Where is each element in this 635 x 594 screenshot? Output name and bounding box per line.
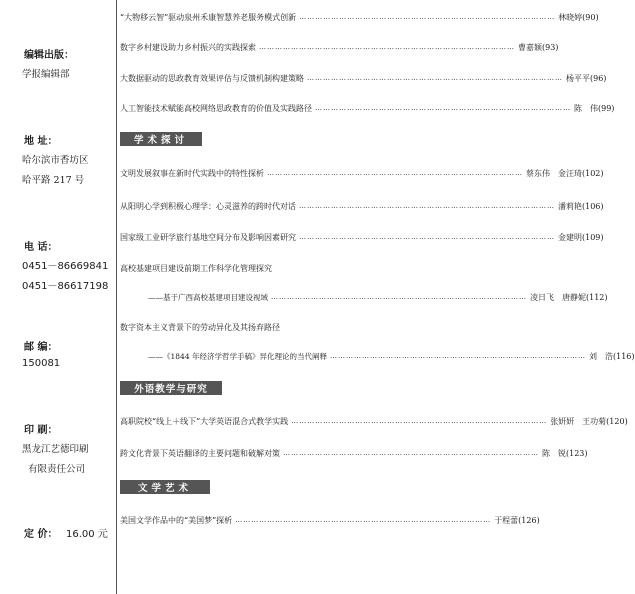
postcode-value: 150081 bbox=[22, 358, 61, 369]
editor-label: 编辑出版： bbox=[24, 50, 74, 61]
toc-entry[interactable] bbox=[120, 40, 559, 54]
toc-entry-author-page: 林晓婷(90) bbox=[558, 12, 599, 22]
toc-entry-title: 高职院校“线上＋线下”大学英语混合式教学实践 bbox=[120, 416, 289, 426]
toc-entry[interactable] bbox=[120, 414, 628, 428]
toc-leader-dots: …………………………………………………………………………………… bbox=[271, 293, 527, 301]
toc-entry-subtitle[interactable] bbox=[148, 290, 608, 304]
section-header-foreign-language: 外语教学与研究 bbox=[120, 381, 222, 395]
toc-entry[interactable] bbox=[120, 513, 540, 527]
price-value: 16.00 元 bbox=[66, 529, 108, 540]
toc-entry[interactable] bbox=[120, 230, 604, 244]
phone-1: 0451－86669841 bbox=[22, 261, 109, 272]
toc-entry[interactable] bbox=[120, 199, 604, 213]
toc-entry-title: 人工智能技术赋能高校网络思政教育的价值及实践路径 bbox=[120, 103, 312, 113]
toc-leader-dots: …………………………………………………………………………………… bbox=[291, 417, 548, 425]
masthead-info-column bbox=[0, 0, 116, 594]
toc-entry-author-page: 张妍妍 王功菊(120) bbox=[550, 416, 628, 426]
toc-entry-subtitle-text: ——基于广西高校基建项目建设视域 bbox=[148, 292, 268, 302]
toc-leader-dots: …………………………………………………………………………………… bbox=[259, 43, 515, 51]
toc-leader-dots: …………………………………………………………………………………… bbox=[283, 449, 539, 457]
address-line-2: 哈平路 217 号 bbox=[22, 175, 85, 186]
toc-entry-main-title[interactable] bbox=[120, 261, 418, 275]
address-line-1: 哈尔滨市香坊区 bbox=[22, 155, 89, 166]
toc-entry-author-page: 于程蕾(126) bbox=[494, 515, 540, 525]
toc-entry[interactable] bbox=[120, 166, 604, 180]
printer-label: 印 刷： bbox=[24, 425, 58, 436]
toc-entry[interactable] bbox=[120, 71, 607, 85]
printer-line-1: 黑龙江艺德印刷 bbox=[22, 444, 89, 455]
toc-entry-author-page: 陈 伟(99) bbox=[574, 103, 615, 113]
section-header-literature-art: 文学艺术 bbox=[120, 480, 210, 494]
toc-entry-author-page: 陈 锐(123) bbox=[542, 448, 588, 458]
toc-entry[interactable] bbox=[120, 10, 599, 24]
toc-leader-dots: …………………………………………………………………………………… bbox=[299, 13, 556, 21]
toc-entry-main-title[interactable] bbox=[120, 320, 418, 334]
toc-entry-title: 国家级工业研学旅行基地空间分布及影响因素研究 bbox=[120, 232, 296, 242]
toc-entry-title: 美国文学作品中的“美国梦”探析 bbox=[120, 515, 233, 525]
printer-line-2: 有限责任公司 bbox=[28, 464, 86, 475]
toc-entry-author-page: 蔡东伟 金汪琦(102) bbox=[526, 168, 604, 178]
toc-leader-dots: …………………………………………………………………………………… bbox=[299, 233, 555, 241]
toc-entry-title: 数字资本主义背景下的劳动异化及其扬弃路径 bbox=[120, 322, 280, 332]
toc-entry-title: 从阳明心学到积极心理学：心灵滋养的跨时代对话 bbox=[120, 201, 296, 211]
toc-entry-title: 数字乡村建设助力乡村振兴的实践探索 bbox=[120, 42, 256, 52]
price-label: 定 价： bbox=[24, 529, 58, 540]
toc-entry[interactable] bbox=[120, 101, 615, 115]
toc-leader-dots: …………………………………………………………………………………… bbox=[267, 169, 523, 177]
editor-value: 学报编辑部 bbox=[22, 69, 70, 80]
phone-label: 电 话： bbox=[24, 242, 58, 253]
toc-entry-subtitle[interactable] bbox=[148, 349, 635, 363]
toc-entry-subtitle-text: ——《1844 年经济学哲学手稿》异化理论的当代阐释 bbox=[148, 351, 327, 361]
toc-entry-author-page: 刘 浩(116) bbox=[588, 351, 635, 361]
toc-entry-author-page: 曹嘉颖(93) bbox=[518, 42, 559, 52]
toc-leader-dots: …………………………………………………………………………………… bbox=[235, 516, 492, 524]
postcode-label: 邮 编： bbox=[24, 342, 58, 353]
toc-leader-dots: …………………………………………………………………………………… bbox=[299, 202, 555, 210]
toc-entry-title: “大物移云智”驱动泉州禾康智慧养老服务模式创新 bbox=[120, 12, 297, 22]
toc-entry-author-page: 潘莉艳(106) bbox=[558, 201, 604, 211]
toc-leader-dots: …………………………………………………………………………………… bbox=[307, 74, 563, 82]
toc-entry-author-page: 杨平平(96) bbox=[566, 73, 607, 83]
address-label: 地 址： bbox=[24, 136, 58, 147]
toc-leader-dots: …………………………………………………………………………………… bbox=[329, 352, 586, 360]
toc-entry-title: 高校基建项目建设前期工作科学化管理探究 bbox=[120, 263, 272, 273]
section-header-academic-discussion: 学术探讨 bbox=[120, 132, 202, 146]
toc-entry-author-page: 凌日飞 唐静妮(112) bbox=[530, 292, 608, 302]
toc-entry-title: 跨文化背景下英语翻译的主要问题和破解对策 bbox=[120, 448, 280, 458]
table-of-contents bbox=[116, 0, 635, 594]
phone-2: 0451－86617198 bbox=[22, 281, 109, 292]
toc-leader-dots: …………………………………………………………………………………… bbox=[315, 104, 571, 112]
toc-entry[interactable] bbox=[120, 446, 588, 460]
toc-entry-author-page: 金建明(109) bbox=[558, 232, 604, 242]
toc-entry-title: 文明发展叙事在新时代实践中的特性探析 bbox=[120, 168, 264, 178]
toc-entry-title: 大数据驱动的思政教育效果评估与反馈机制构建策略 bbox=[120, 73, 304, 83]
